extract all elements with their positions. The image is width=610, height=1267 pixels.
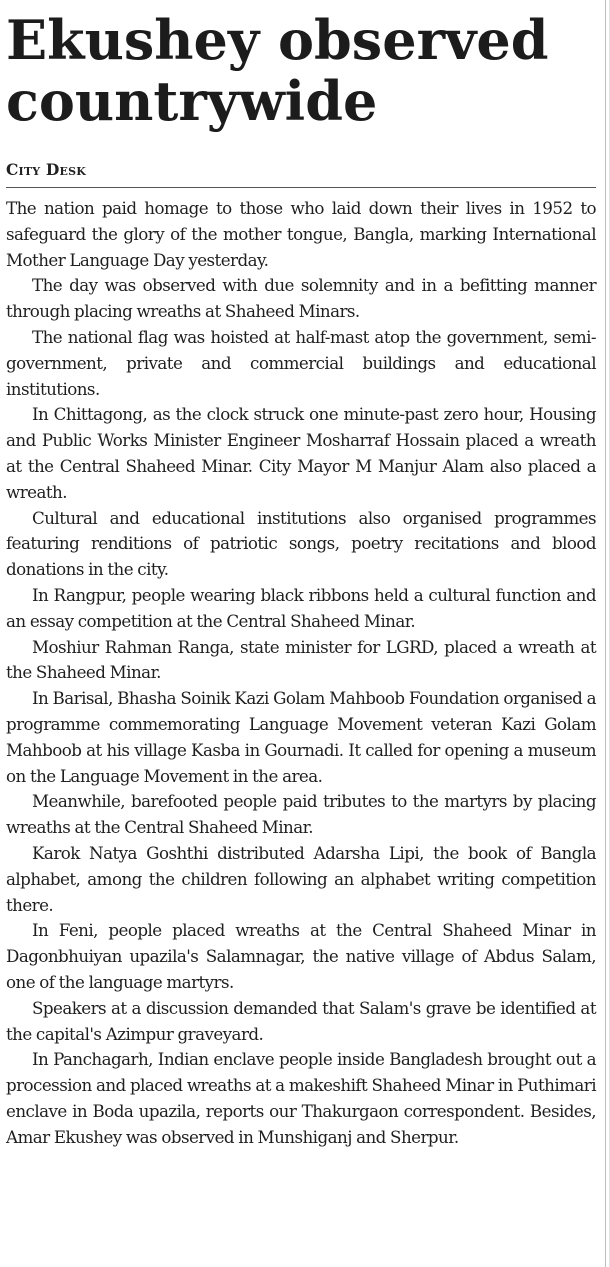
paragraph: In Chittagong, as the clock struck one minute-past zero hour, Housing and Public Works Minister Engineer Mosharraf Hossain placed a wreath at the Central Shaheed Minar. City Mayor M Manjur Alam also placed a wreath.	[6, 404, 596, 502]
byline-rule	[6, 187, 596, 188]
paragraph: Cultural and educational institutions also organised programmes featuring renditions of patriotic songs, poetry recitations and blood donations in the city.	[6, 507, 596, 580]
paragraph: In Rangpur, people wearing black ribbons held a cultural function and an essay competition at the Central Shaheed Minar.	[6, 584, 596, 631]
article-body	[6, 196, 596, 1150]
headline-line-1: Ekushey observed	[6, 8, 549, 72]
paragraph: In Feni, people placed wreaths at the Central Shaheed Minar in Dagonbhuiyan upazila's Salamnagar, the native village of Abdus Salam, one of the language martyrs.	[6, 920, 596, 992]
byline: City Desk	[6, 160, 87, 179]
paragraph: Moshiur Rahman Ranga, state minister for LGRD, placed a wreath at the Shaheed Minar.	[6, 636, 596, 683]
paragraph: Meanwhile, barefooted people paid tributes to the martyrs by placing wreaths at the Central Shaheed Minar.	[6, 791, 596, 838]
paragraph: The day was observed with due solemnity and in a befitting manner through placing wreaths at Shaheed Minars.	[6, 275, 596, 322]
paragraph: In Panchagarh, Indian enclave people inside Bangladesh brought out a procession and placed wreaths at a makeshift Shaheed Minar in Puthimari enclave in Boda upazila, reports our Thakurgaon correspondent. Besides, Amar Ekushey was observed in Munshiganj and Sherpur.	[6, 1049, 596, 1147]
news-article	[6, 0, 596, 1150]
column-divider	[605, 0, 606, 1267]
paragraph: The national flag was hoisted at half-mast atop the government, semi-government, private and commercial buildings and educational institutions.	[6, 326, 596, 399]
headline-line-2: countrywide	[6, 69, 378, 133]
paragraph: Speakers at a discussion demanded that Salam's grave be identified at the capital's Azimpur graveyard.	[6, 997, 596, 1044]
paragraph: In Barisal, Bhasha Soinik Kazi Golam Mahboob Foundation organised a programme commemorating Language Movement veteran Kazi Golam Mahboob at his village Kasba in Gournadi. It called for opening a museum on the Language Movement in the area.	[6, 688, 596, 786]
paragraph: The nation paid homage to those who laid down their lives in 1952 to safeguard the glory of the mother tongue, Bangla, marking International Mother Language Day yesterday.	[6, 198, 596, 270]
headline	[6, 0, 596, 132]
paragraph: Karok Natya Goshthi distributed Adarsha Lipi, the book of Bangla alphabet, among the children following an alphabet writing competition there.	[6, 842, 596, 915]
